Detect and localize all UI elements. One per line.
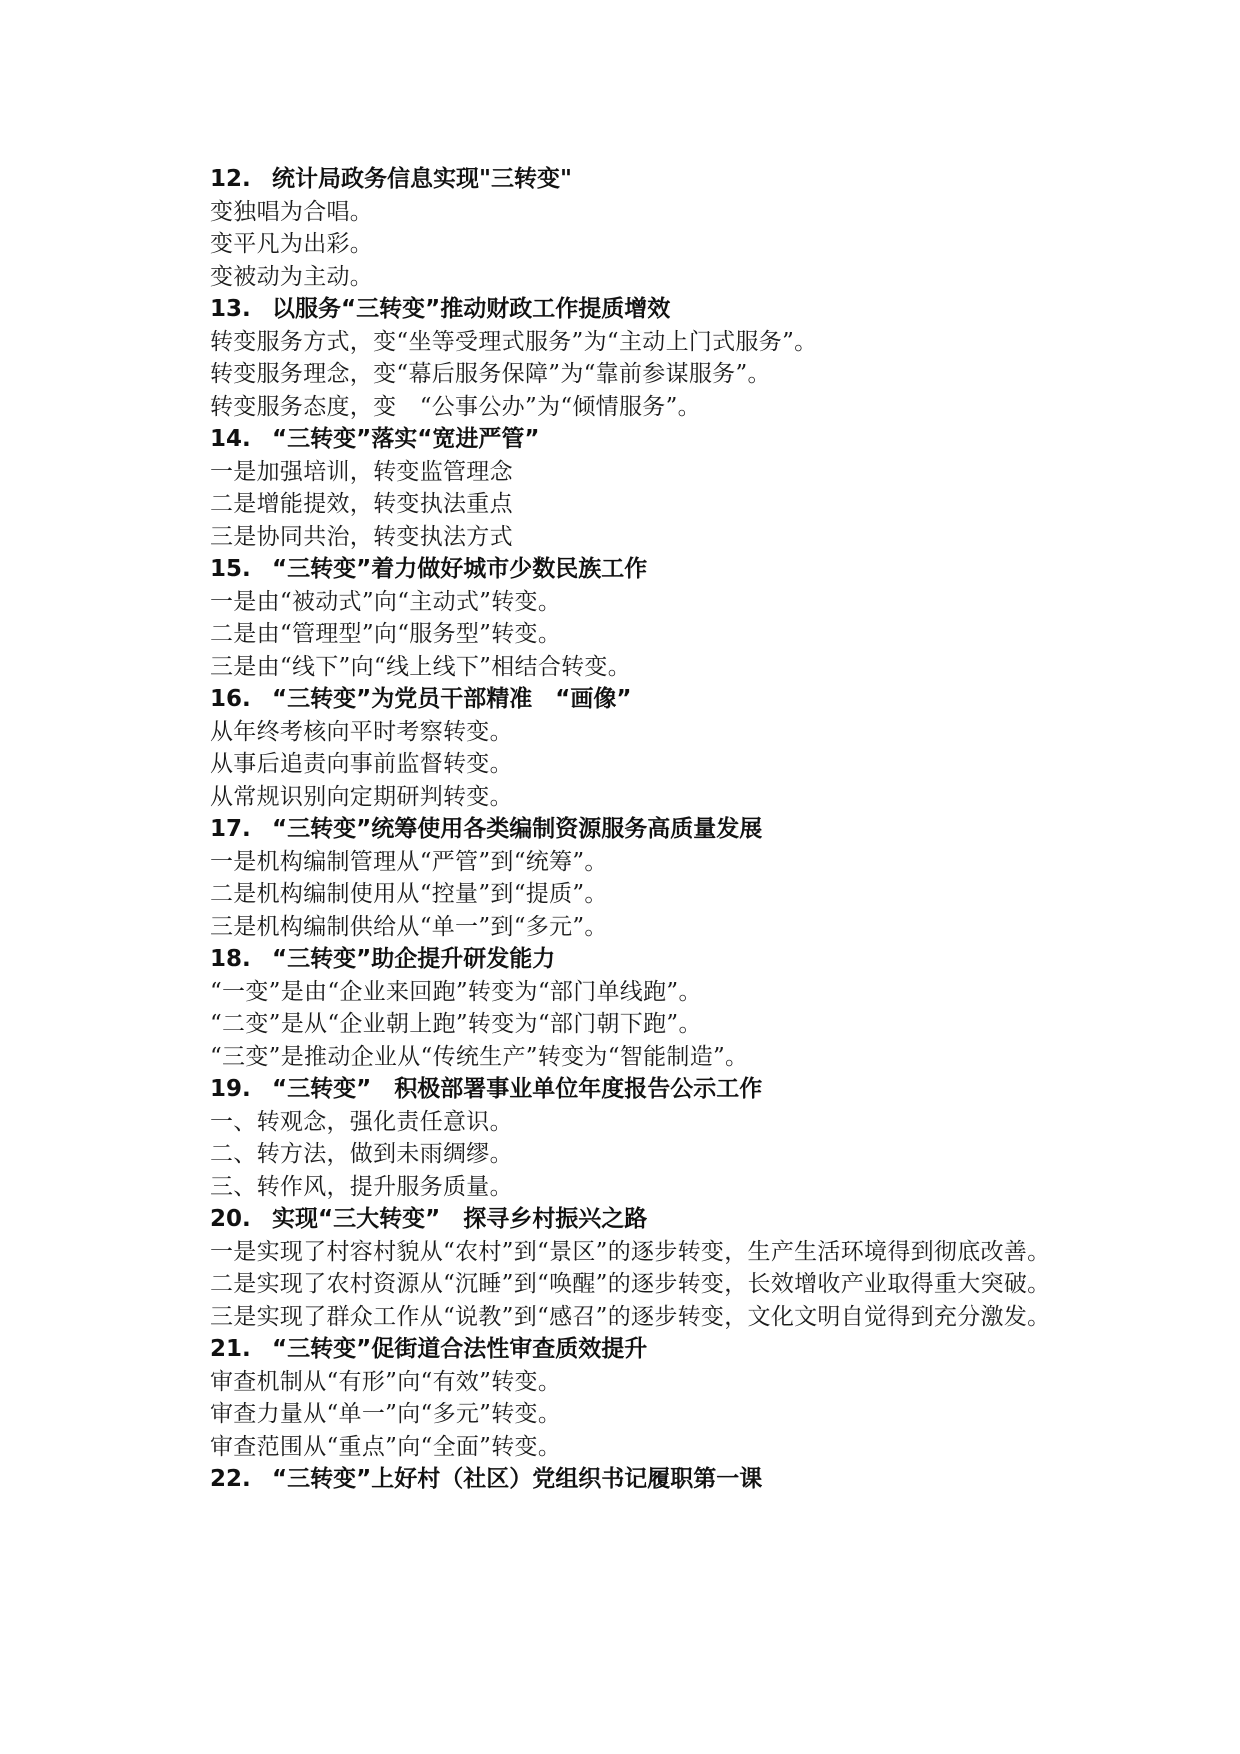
list-item: 从常规识别向定期研判转变。 [210, 783, 513, 810]
list-item: 一是由“被动式”向“主动式”转变。 [210, 588, 562, 615]
section-heading [161, 293, 1093, 326]
list-item: 三、转作风，提升服务质量。 [210, 1173, 513, 1200]
section-number: 14. [210, 426, 251, 452]
section-number: 20. [210, 1206, 251, 1232]
list-item: 二是机构编制使用从“控量”到“提质”。 [210, 881, 608, 907]
list-item: 从年终考核向平时考察转变。 [210, 718, 513, 745]
paragraph: 三是实现了群众工作从“说教”到“感召”的逐步转变，文化文明自觉得到充分激发。 [210, 1303, 1051, 1330]
section-heading [161, 683, 1093, 716]
list-item: 审查机制从“有形”向“有效”转变。 [210, 1368, 562, 1395]
section-number: 22. [210, 1466, 251, 1492]
list-item: 变平凡为出彩。 [210, 231, 374, 257]
section-title: 实现“三大转变” 探寻乡村振兴之路 [272, 1206, 648, 1232]
list-item: 审查范围从“重点”向“全面”转变。 [210, 1433, 562, 1460]
section-title: “三转变” 积极部署事业单位年度报告公示工作 [272, 1076, 763, 1102]
document-content [161, 163, 1093, 1496]
list-item: 转变服务态度，变 “公事公办”为“倾情服务”。 [210, 393, 701, 420]
section-number: 15. [210, 556, 251, 582]
section-number: 21. [210, 1336, 251, 1362]
section-title: “三转变”统筹使用各类编制资源服务高质量发展 [272, 816, 763, 842]
paragraph: 二是实现了农村资源从“沉睡”到“唤醒”的逐步转变，长效增收产业取得重大突破。 [210, 1271, 1051, 1297]
section-title: “三转变”上好村（社区）党组织书记履职第一课 [272, 1466, 763, 1492]
list-item: 三是协同共治，转变执法方式 [210, 523, 513, 550]
section-number: 19. [210, 1076, 251, 1102]
section-title: “三转变”促街道合法性审查质效提升 [272, 1336, 648, 1362]
section-heading [161, 813, 1093, 846]
section-number: 13. [210, 296, 251, 322]
list-item: 转变服务方式，变“坐等受理式服务”为“主动上门式服务”。 [210, 328, 818, 355]
section-number: 16. [210, 686, 251, 712]
section-number: 18. [210, 946, 251, 972]
list-item: 一是加强培训，转变监管理念 [210, 458, 513, 485]
list-item: 从事后追责向事前监督转变。 [210, 751, 513, 777]
paragraph: 一是实现了村容村貌从“农村”到“景区”的逐步转变，生产生活环境得到彻底改善。 [210, 1238, 1051, 1265]
list-item: “三变”是推动企业从“传统生产”转变为“智能制造”。 [210, 1043, 749, 1070]
section-number: 12. [210, 166, 251, 192]
list-item: 审查力量从“单一”向“多元”转变。 [210, 1401, 562, 1427]
list-item: 变被动为主动。 [210, 263, 374, 290]
list-item: 转变服务理念，变“幕后服务保障”为“靠前参谋服务”。 [210, 361, 771, 387]
section-title: “三转变”落实“宽进严管” [272, 426, 540, 452]
section-heading [161, 1203, 1093, 1236]
list-item: “二变”是从“企业朝上跑”转变为“部门朝下跑”。 [210, 1011, 702, 1037]
section-title: “三转变”着力做好城市少数民族工作 [272, 556, 648, 582]
section-heading [161, 943, 1093, 976]
list-item: 变独唱为合唱。 [210, 198, 374, 225]
list-item: 三是由“线下”向“线上线下”相结合转变。 [210, 653, 632, 680]
list-item: 二是由“管理型”向“服务型”转变。 [210, 621, 562, 647]
list-item: “一变”是由“企业来回跑”转变为“部门单线跑”。 [210, 978, 702, 1005]
list-item: 二、转方法，做到未雨绸缪。 [210, 1141, 513, 1167]
list-item: 三是机构编制供给从“单一”到“多元”。 [210, 913, 608, 940]
list-item: 一、转观念，强化责任意识。 [210, 1108, 513, 1135]
section-number: 17. [210, 816, 251, 842]
section-title: “三转变”为党员干部精准 “画像” [272, 686, 632, 712]
section-title: 统计局政务信息实现"三转变" [272, 166, 572, 192]
section-title: “三转变”助企提升研发能力 [272, 946, 556, 972]
section-heading [161, 1463, 1093, 1496]
section-heading [161, 423, 1093, 456]
list-item: 一是机构编制管理从“严管”到“统筹”。 [210, 848, 608, 875]
section-title: 以服务“三转变”推动财政工作提质增效 [272, 296, 671, 322]
section-heading [161, 1073, 1093, 1106]
section-heading [161, 1333, 1093, 1366]
list-item: 二是增能提效，转变执法重点 [210, 491, 513, 517]
section-heading [161, 553, 1093, 586]
section-heading [161, 163, 1093, 196]
